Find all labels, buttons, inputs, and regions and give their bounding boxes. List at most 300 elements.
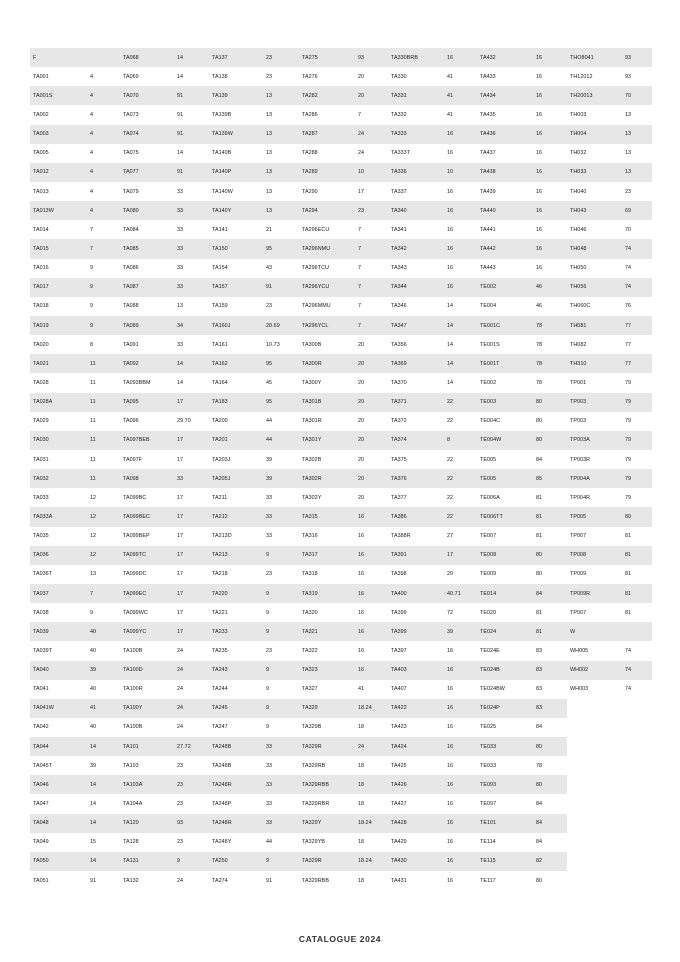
page-number: 18.24 <box>358 858 372 865</box>
index-row <box>209 144 299 163</box>
index-row <box>120 622 209 641</box>
item-code: TA316 <box>302 533 318 540</box>
index-row <box>120 756 209 775</box>
page-number: 95 <box>266 399 273 406</box>
index-row <box>388 297 477 316</box>
index-row <box>209 565 299 584</box>
index-row <box>388 259 477 278</box>
item-code: TA428 <box>391 820 407 827</box>
item-code: TA028A <box>33 399 53 406</box>
page-number: 41 <box>358 686 365 693</box>
index-row <box>30 814 120 833</box>
index-row <box>567 584 652 603</box>
index-row <box>388 584 477 603</box>
item-code: TA019 <box>33 322 49 329</box>
page-number: 9 <box>266 590 270 597</box>
page-number: 13 <box>177 303 184 310</box>
index-row <box>388 86 477 105</box>
item-code: TA296MMU <box>302 303 331 310</box>
page-number: 33 <box>266 820 273 827</box>
page-number: 16 <box>447 150 454 157</box>
page-number: 9 <box>266 609 270 616</box>
index-row <box>299 852 388 871</box>
index-row <box>299 507 388 526</box>
item-code: TA203J <box>212 456 231 463</box>
item-code: TA018 <box>33 303 49 310</box>
item-code: WH005 <box>570 647 589 654</box>
item-code: TA033 <box>33 494 49 501</box>
item-code: TA205J <box>212 475 231 482</box>
index-row <box>209 661 299 680</box>
page-number: 80 <box>536 552 543 559</box>
page-number: 79 <box>625 379 632 386</box>
page-number: 20 <box>358 456 365 463</box>
index-row <box>567 48 652 67</box>
item-code: TE003 <box>480 399 497 406</box>
item-code: TA095 <box>123 399 139 406</box>
index-row <box>209 373 299 392</box>
item-code: TA036 <box>33 552 49 559</box>
item-code: TA317 <box>302 552 318 559</box>
item-code: TE004W <box>480 437 502 444</box>
item-code: TA330BRB <box>391 54 418 61</box>
item-code: TA088 <box>123 303 139 310</box>
page-number: 95 <box>266 245 273 252</box>
index-row <box>209 182 299 201</box>
item-code: TA398 <box>391 571 407 578</box>
index-row <box>30 775 120 794</box>
page-number: 13 <box>266 169 273 176</box>
page-number: 33 <box>177 226 184 233</box>
page-number: 80 <box>536 877 543 884</box>
page-number: 22 <box>447 456 454 463</box>
page-number: 20 <box>358 475 365 482</box>
item-code: TA282 <box>302 92 318 99</box>
item-code: TA100D <box>123 667 143 674</box>
page-number: 84 <box>536 839 543 846</box>
item-code: TA039T <box>33 647 53 654</box>
index-column-3 <box>209 48 299 890</box>
index-row <box>30 641 120 660</box>
index-row <box>477 641 567 660</box>
index-row <box>477 794 567 813</box>
item-code: TA443 <box>480 265 496 272</box>
page-number: 78 <box>536 341 543 348</box>
index-row <box>567 201 652 220</box>
page-number: 23 <box>177 839 184 846</box>
page-number: 7 <box>358 284 362 291</box>
page-number: 16 <box>358 667 365 674</box>
index-row <box>567 373 652 392</box>
index-row <box>120 737 209 756</box>
item-code: TH046 <box>570 226 587 233</box>
index-row <box>567 105 652 124</box>
page-number: 16 <box>358 513 365 520</box>
index-row <box>299 871 388 890</box>
index-row <box>209 852 299 871</box>
index-row <box>120 488 209 507</box>
page-number: 9 <box>177 858 181 865</box>
index-row <box>209 833 299 852</box>
item-code: TE117 <box>480 877 496 884</box>
index-row <box>567 182 652 201</box>
index-row <box>388 546 477 565</box>
item-code: TA289 <box>302 169 318 176</box>
page-number: 33 <box>266 494 273 501</box>
item-code: TA001 <box>33 73 49 80</box>
index-row <box>120 182 209 201</box>
item-code: TP003A <box>570 437 590 444</box>
index-row <box>477 182 567 201</box>
index-row <box>388 469 477 488</box>
index-row <box>388 871 477 890</box>
page-number: 13 <box>625 150 632 157</box>
item-code: TE004 <box>480 303 497 310</box>
page-number: 81 <box>536 513 543 520</box>
index-row <box>477 259 567 278</box>
page-number: 4 <box>90 73 94 80</box>
item-code: TP003R <box>570 456 591 463</box>
page-number: 14 <box>90 858 97 865</box>
page-number: 74 <box>625 667 632 674</box>
page-number: 17 <box>177 399 184 406</box>
index-row <box>567 527 652 546</box>
index-row <box>30 833 120 852</box>
page-number: 18.24 <box>358 705 372 712</box>
index-row <box>388 354 477 373</box>
page-number: 41 <box>447 92 454 99</box>
item-code: TA103A <box>123 781 143 788</box>
item-code: TA138 <box>212 73 228 80</box>
page-number: 95 <box>266 360 273 367</box>
item-code: TA013W <box>33 207 54 214</box>
item-code: TA045T <box>33 762 53 769</box>
index-row <box>567 220 652 239</box>
item-code: TA049 <box>33 839 49 846</box>
item-code: TA001S <box>33 92 53 99</box>
page-number: 29.70 <box>177 418 191 425</box>
index-row <box>299 393 388 412</box>
item-code: TA391 <box>391 552 407 559</box>
index-row <box>567 125 652 144</box>
empty-row <box>567 794 652 813</box>
index-row <box>477 699 567 718</box>
index-row <box>567 163 652 182</box>
index-row <box>477 775 567 794</box>
index-row <box>299 833 388 852</box>
index-row <box>299 259 388 278</box>
index-row <box>209 527 299 546</box>
page-number: 80 <box>536 781 543 788</box>
index-row <box>388 105 477 124</box>
index-row <box>120 144 209 163</box>
index-row <box>120 699 209 718</box>
index-column-5 <box>388 48 477 890</box>
index-row <box>30 316 120 335</box>
item-code: TA017 <box>33 284 49 291</box>
item-code: TA041W <box>33 705 54 712</box>
item-code: TA099BEP <box>123 533 150 540</box>
page-number: 44 <box>266 418 273 425</box>
page-number: 79 <box>625 456 632 463</box>
page-number: 81 <box>536 628 543 635</box>
page-number: 7 <box>358 226 362 233</box>
empty-row <box>567 775 652 794</box>
index-row <box>30 393 120 412</box>
item-code: TA099WC <box>123 609 148 616</box>
index-row <box>299 201 388 220</box>
item-code: TP007 <box>570 533 587 540</box>
page-number: 84 <box>536 820 543 827</box>
item-code: TA323 <box>302 667 318 674</box>
index-row <box>477 527 567 546</box>
item-code: TA140W <box>212 188 233 195</box>
page-number: 39 <box>447 628 454 635</box>
index-row <box>477 469 567 488</box>
item-code: TA248R <box>212 781 232 788</box>
index-row <box>567 86 652 105</box>
page-number: 7 <box>90 590 94 597</box>
index-row <box>30 661 120 680</box>
item-code: TA300B <box>302 341 322 348</box>
index-row <box>567 565 652 584</box>
item-code: TA300Y <box>302 379 322 386</box>
index-row <box>30 622 120 641</box>
item-code: TA337 <box>391 188 407 195</box>
index-row <box>120 373 209 392</box>
index-row <box>30 431 120 450</box>
item-code: TA039 <box>33 628 49 635</box>
page-number: 16 <box>358 571 365 578</box>
item-code: TA160J <box>212 322 231 329</box>
index-column-7 <box>567 48 652 890</box>
index-row <box>209 584 299 603</box>
index-row <box>477 603 567 622</box>
item-code: TA104A <box>123 801 143 808</box>
page-number: 33 <box>266 513 273 520</box>
item-code: TA356 <box>391 341 407 348</box>
page-number: 83 <box>536 686 543 693</box>
index-row <box>120 412 209 431</box>
item-code: TA434 <box>480 92 496 99</box>
item-code: TA201 <box>212 437 228 444</box>
index-row <box>209 297 299 316</box>
item-code: TH032 <box>570 150 587 157</box>
page-number: 4 <box>90 131 94 138</box>
item-code: TP003 <box>570 418 587 425</box>
index-row <box>388 412 477 431</box>
page-number: 41 <box>447 111 454 118</box>
page-number: 39 <box>266 456 273 463</box>
item-code: TA329RB <box>302 762 326 769</box>
item-code: TA042 <box>33 724 49 731</box>
page-number: 74 <box>625 265 632 272</box>
item-code: TA032 <box>33 475 49 482</box>
item-code: TA329YB <box>302 839 326 846</box>
index-row <box>30 67 120 86</box>
page-number: 79 <box>625 475 632 482</box>
item-code: TE024P <box>480 705 500 712</box>
index-row <box>567 393 652 412</box>
item-code: TA301R <box>302 418 322 425</box>
index-row <box>299 488 388 507</box>
index-row <box>388 125 477 144</box>
index-row <box>209 354 299 373</box>
page-number: 16 <box>358 609 365 616</box>
page-number: 93 <box>177 820 184 827</box>
index-row <box>299 546 388 565</box>
page-number: 74 <box>625 284 632 291</box>
page-number: 93 <box>358 54 365 61</box>
page-number: 78 <box>536 762 543 769</box>
item-code: TA296NMU <box>302 245 331 252</box>
page-number: 16 <box>536 245 543 252</box>
index-row <box>209 814 299 833</box>
index-row <box>209 105 299 124</box>
index-row <box>120 67 209 86</box>
index-row <box>30 297 120 316</box>
item-code: TA150 <box>212 245 228 252</box>
page-number: 33 <box>266 781 273 788</box>
index-row <box>30 182 120 201</box>
page-number: 24 <box>177 647 184 654</box>
item-code: TA431 <box>391 877 407 884</box>
page-number: 16 <box>358 628 365 635</box>
page-number: 24 <box>358 150 365 157</box>
item-code: TA046 <box>33 781 49 788</box>
page-number: 17 <box>177 552 184 559</box>
index-row <box>477 373 567 392</box>
page-number: 16 <box>536 54 543 61</box>
item-code: TA086 <box>123 265 139 272</box>
item-code: TA099BC <box>123 494 147 501</box>
item-code: TH060C <box>570 303 591 310</box>
item-code: TA132 <box>123 877 139 884</box>
page-number: 13 <box>266 131 273 138</box>
page-number: 24 <box>177 667 184 674</box>
item-code: TA425 <box>391 762 407 769</box>
index-row <box>209 718 299 737</box>
index-row <box>477 239 567 258</box>
index-row <box>388 163 477 182</box>
index-row <box>477 546 567 565</box>
index-row <box>567 297 652 316</box>
index-row <box>299 144 388 163</box>
index-row <box>388 814 477 833</box>
page-number: 4 <box>90 92 94 99</box>
page-number: 14 <box>90 781 97 788</box>
page-number: 14 <box>90 743 97 750</box>
page-number: 84 <box>536 456 543 463</box>
item-code: TA089 <box>123 322 139 329</box>
index-row <box>477 565 567 584</box>
page-number: 40 <box>90 647 97 654</box>
page-number: 91 <box>177 92 184 99</box>
index-row <box>30 354 120 373</box>
index-row <box>477 393 567 412</box>
page-number: 80 <box>536 437 543 444</box>
page-number: 9 <box>266 552 270 559</box>
page-number: 81 <box>625 609 632 616</box>
item-code: TA029 <box>33 418 49 425</box>
page-number: 16 <box>358 590 365 597</box>
index-row <box>120 163 209 182</box>
index-row <box>209 469 299 488</box>
page-number: 24 <box>358 131 365 138</box>
page-number: 16 <box>447 801 454 808</box>
item-code: TA140B <box>212 150 232 157</box>
index-row <box>30 527 120 546</box>
item-code: TE001T <box>480 360 500 367</box>
index-row <box>388 201 477 220</box>
page-number: 43 <box>266 265 273 272</box>
index-row <box>388 565 477 584</box>
page-number: 16 <box>447 226 454 233</box>
index-row <box>299 220 388 239</box>
page-number: 40 <box>90 724 97 731</box>
item-code: TA319 <box>302 590 318 597</box>
item-code: TA154 <box>212 265 228 272</box>
page-number: 93 <box>625 54 632 61</box>
index-row <box>388 335 477 354</box>
page-number: 17 <box>177 571 184 578</box>
item-code: TA336 <box>391 169 407 176</box>
item-code: TA044 <box>33 743 49 750</box>
page-number: 17 <box>177 513 184 520</box>
page-number: 17 <box>177 494 184 501</box>
index-row <box>30 603 120 622</box>
item-code: TA318 <box>302 571 318 578</box>
item-code: TA315 <box>302 513 318 520</box>
page-number: 9 <box>266 724 270 731</box>
item-code: TP009R <box>570 590 591 597</box>
item-code: TA161 <box>212 341 228 348</box>
index-row <box>209 775 299 794</box>
page-number: 84 <box>536 801 543 808</box>
page-number: 17 <box>177 456 184 463</box>
page-number: 33 <box>266 762 273 769</box>
index-row <box>120 527 209 546</box>
page-number: 76 <box>625 303 632 310</box>
index-row <box>477 220 567 239</box>
page-number: 80 <box>536 743 543 750</box>
index-column-4 <box>299 48 388 890</box>
page-number: 77 <box>625 360 632 367</box>
item-code: TH003 <box>570 111 587 118</box>
index-row <box>299 737 388 756</box>
page-number: 17 <box>177 533 184 540</box>
item-code: TA388R <box>391 533 411 540</box>
page-number: 24 <box>177 686 184 693</box>
index-row <box>299 450 388 469</box>
index-row <box>299 622 388 641</box>
empty-row <box>567 699 652 718</box>
index-row <box>30 163 120 182</box>
item-code: TH20013 <box>570 92 593 99</box>
page-number: 18 <box>358 724 365 731</box>
index-row <box>388 373 477 392</box>
page-number: 11 <box>90 437 96 444</box>
page-number: 39 <box>90 762 97 769</box>
item-code: TH033 <box>570 169 587 176</box>
index-row <box>567 431 652 450</box>
index-row <box>477 661 567 680</box>
index-row <box>120 354 209 373</box>
index-row <box>30 239 120 258</box>
page-number: 14 <box>177 379 184 386</box>
page-number: 9 <box>266 858 270 865</box>
item-code: TA302R <box>302 475 322 482</box>
